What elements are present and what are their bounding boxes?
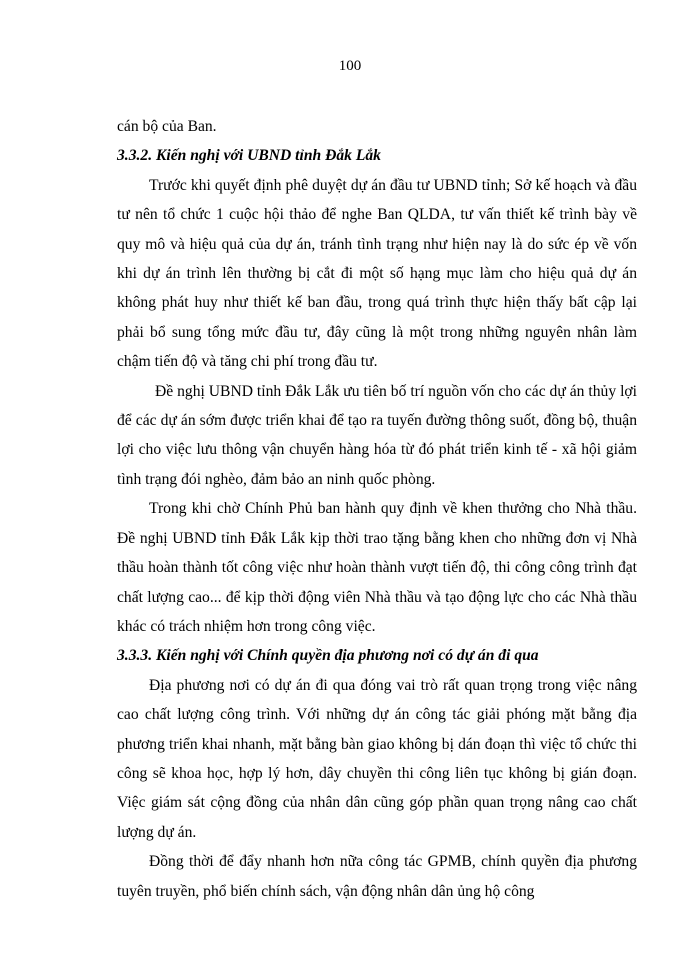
page-number: 100 — [338, 58, 362, 74]
section-heading-3-3-2: 3.3.2. Kiến nghị với UBND tỉnh Đắk Lắk — [117, 147, 381, 165]
paragraph: Trước khi quyết định phê duyệt dự án đầu tư UBND tỉnh; Sở kế hoạch và đầu tư nên tổ chức 1 cuộc hội thảo để nghe Ban QLDA, tư vấn thiết kế trình bày về quy mô và hiệu quả của dự án, tránh tình trạng như hiện nay là do sức ép về vốn khi dự án trình lên thường bị cắt đi một số hạng mục làm cho hiệu quả dự án không phát huy như thiết kế ban đầu, trong quá trình thực hiện thấy bất cập lại phải bổ sung tổng mức đầu tư, đây cũng là một trong những nguyên nhân làm chậm tiến độ và tăng chi phí trong đầu tư. — [117, 176, 637, 371]
paragraph-continuation: cán bộ của Ban. — [117, 118, 217, 135]
page-body — [117, 112, 637, 906]
paragraph: Đề nghị UBND tỉnh Đắk Lắk ưu tiên bố trí nguồn vốn cho các dự án thủy lợi để các dự án sớm được triển khai để tạo ra tuyến đường thông suốt, đồng bộ, thuận lợi cho việc lưu thông vận chuyển hàng hóa từ đó phát triển kinh tế - xã hội giảm tình trạng đói nghèo, đảm bảo an ninh quốc phòng. — [117, 382, 637, 488]
paragraph: Trong khi chờ Chính Phủ ban hành quy định về khen thưởng cho Nhà thầu. Đề nghị UBND tỉnh Đắk Lắk kịp thời trao tặng bằng khen cho những đơn vị Nhà thầu hoàn thành tốt công việc như hoàn thành vượt tiến độ, thi công công trình đạt chất lượng cao... để kịp thời động viên Nhà thầu và tạo động lực cho các Nhà thầu khác có trách nhiệm hơn trong công việc. — [117, 500, 637, 635]
paragraph: Địa phương nơi có dự án đi qua đóng vai trò rất quan trọng trong việc nâng cao chất lượng công trình. Với những dự án công tác giải phóng mặt bằng địa phương triển khai nhanh, mặt bằng bàn giao không bị dán đoạn thì việc tổ chức thi công sẽ khoa học, hợp lý hơn, dây chuyền thi công liên tục không bị gián đoạn. Việc giám sát cộng đồng của nhân dân cũng góp phần quan trọng nâng cao chất lượng dự án. — [117, 676, 637, 841]
paragraph: Đồng thời để đẩy nhanh hơn nữa công tác GPMB, chính quyền địa phương tuyên truyền, phổ biến chính sách, vận động nhân dân ủng hộ công — [117, 853, 637, 900]
section-heading-3-3-3: 3.3.3. Kiến nghị với Chính quyền địa phương nơi có dự án đi qua — [117, 647, 539, 665]
